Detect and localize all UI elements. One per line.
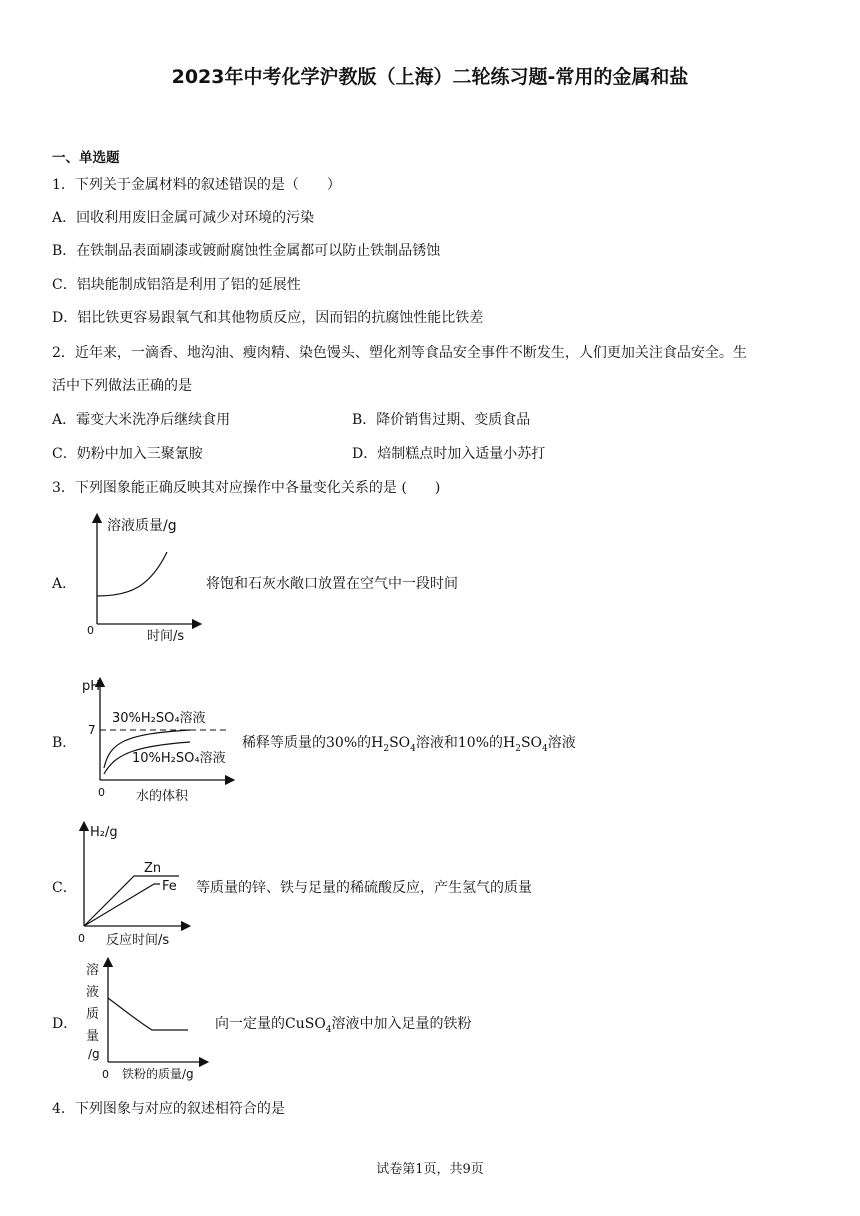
page-footer: 试卷第1页，共9页 <box>376 1162 484 1177</box>
y-axis-label: H₂/g <box>90 825 118 840</box>
y-label-char-1: 溶 <box>86 963 100 978</box>
curve-10-label: 10%H₂SO₄溶液 <box>132 751 226 766</box>
q3-option-d-desc: 向一定量的CuSO$_4$溶液中加入足量的铁粉 <box>215 1016 472 1035</box>
page-title: 2023年中考化学沪教版（上海）二轮练习题-常用的金属和盐 <box>171 66 689 88</box>
q3-option-a-desc: 将饱和石灰水敞口放置在空气中一段时间 <box>206 576 458 592</box>
y-label-char-3: 质 <box>86 1007 100 1022</box>
q3-stem: 3．下列图象能正确反映其对应操作中各量变化关系的是 ( ) <box>52 480 441 496</box>
curve-30-label: 30%H₂SO₄溶液 <box>112 711 206 726</box>
fe-line <box>84 884 160 926</box>
q3-option-c-desc: 等质量的锌、铁与足量的稀硫酸反应，产生氢气的质量 <box>196 880 532 896</box>
origin-label: 0 <box>78 932 85 945</box>
q3-option-c-label: C． <box>52 880 77 896</box>
q2-option-d: D．焙制糕点时加入适量小苏打 <box>352 446 546 462</box>
origin-label: 0 <box>98 786 105 799</box>
y-label-char-2: 液 <box>86 985 100 1000</box>
origin-label: 0 <box>87 624 94 637</box>
q3-graph-b <box>80 672 240 807</box>
section-heading: 一、单选题 <box>52 150 120 166</box>
zn-label: Zn <box>144 861 162 876</box>
q3-graph-d <box>84 958 209 1086</box>
q3-option-d-label: D． <box>52 1016 78 1032</box>
q3-graph-a <box>85 512 205 647</box>
q2-stem-line2: 活中下列做法正确的是 <box>52 378 192 394</box>
q2-option-c: C．奶粉中加入三聚氰胺 <box>52 446 203 462</box>
tick-7-label: 7 <box>88 723 96 737</box>
q1-option-b: B．在铁制品表面刷漆或镀耐腐蚀性金属都可以防止铁制品锈蚀 <box>52 243 441 259</box>
x-axis-label: 反应时间/s <box>106 933 170 948</box>
origin-label: 0 <box>102 1068 109 1081</box>
y-label-char-4: 量 <box>86 1029 100 1044</box>
q3-option-a-label: A． <box>52 576 77 592</box>
q1-option-d: D．铝比铁更容易跟氧气和其他物质反应，因而铝的抗腐蚀性能比铁差 <box>52 310 484 326</box>
x-axis-label: 时间/s <box>147 629 185 644</box>
y-label-char-5: /g <box>88 1047 100 1061</box>
q3-option-b-desc: 稀释等质量的30%的$H_2SO_4$溶液和10%的$H_2SO_4$溶液 <box>242 735 576 754</box>
y-axis-label: pH <box>82 679 101 694</box>
x-axis-label: 水的体积 <box>136 789 189 804</box>
q4-stem: 4．下列图象与对应的叙述相符合的是 <box>52 1101 285 1117</box>
mass-curve <box>97 552 167 596</box>
x-axis-label: 铁粉的质量/g <box>122 1067 194 1081</box>
y-axis-label: 溶液质量/g <box>107 518 177 534</box>
q2-stem-line1: 2．近年来，一滴香、地沟油、瘦肉精、染色馒头、塑化剂等食品安全事件不断发生，人们更加关注食品安全。生 <box>52 345 747 361</box>
q3-graph-c <box>74 818 199 948</box>
q2-option-a: A．霉变大米洗净后继续食用 <box>52 412 231 428</box>
q2-option-b: B．降价销售过期、变质食品 <box>352 412 531 428</box>
mass-curve <box>108 998 188 1030</box>
q1-stem: 1．下列关于金属材料的叙述错误的是（ ） <box>52 177 341 193</box>
q1-option-c: C．铝块能制成铝箔是利用了铝的延展性 <box>52 277 301 293</box>
q3-option-b-label: B． <box>52 735 77 751</box>
fe-label: Fe <box>162 879 177 894</box>
q1-option-a: A．回收利用废旧金属可减少对环境的污染 <box>52 210 315 226</box>
